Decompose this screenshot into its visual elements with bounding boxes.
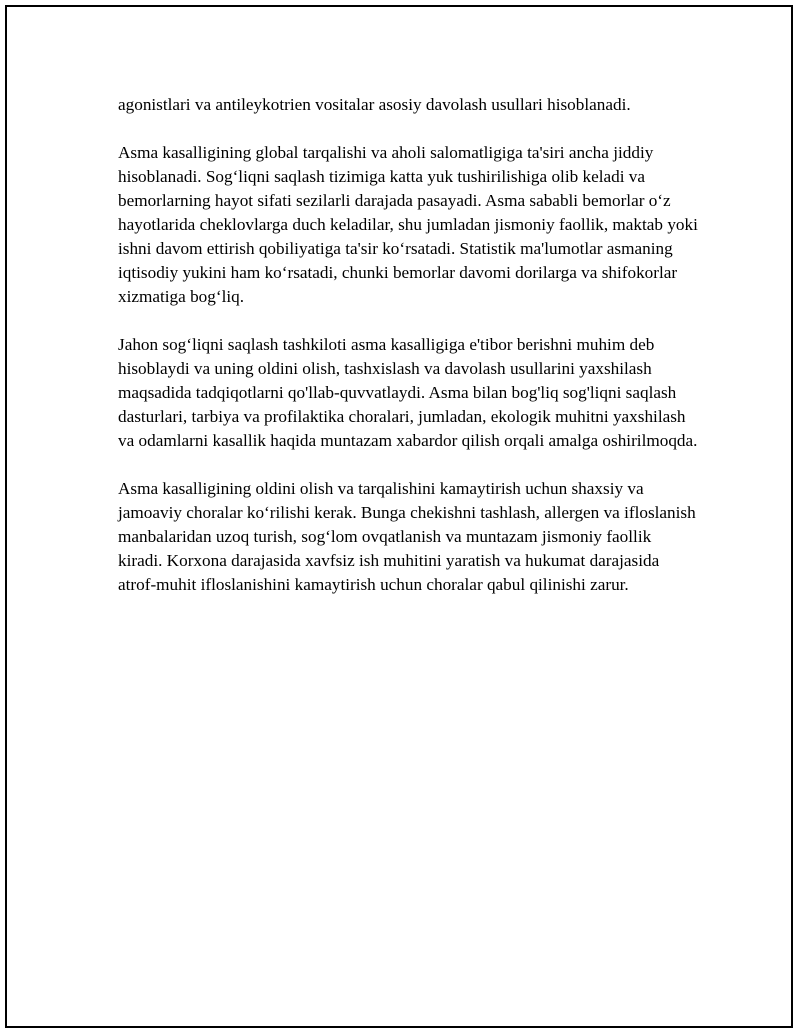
paragraph-prevention: Asma kasalligining oldini olish va tarqalishini kamaytirish uchun shaxsiy va jamoaviy choralar ko‘rilishi kerak. Bunga chekishni tashlash, allergen va ifloslanish manbalaridan uzoq turish, sog‘lom ovqatlanish va muntazam jismoniy faollik kiradi. Korxona darajasida xavfsiz ish muhitini yaratish va hukumat darajasida atrof-muhit ifloslanishini kamaytirish uchun choralar qabul qilinishi zarur. <box>118 479 696 594</box>
paragraph-global-impact: Asma kasalligining global tarqalishi va aholi salomatligiga ta'siri ancha jiddiy hisoblanadi. Sog‘liqni saqlash tizimiga katta yuk tushirilishiga olib keladi va bemorlarning hayot sifati sezilarli darajada pasayadi. Asma sababli bemorlar o‘z hayotlarida cheklovlarga duch keladilar, shu jumladan jismoniy faollik, maktab yoki ishni davom ettirish qobiliyatiga ta'sir ko‘rsatadi. Statistik ma'lumotlar asmaning iqtisodiy yukini ham ko‘rsatadi, chunki bemorlar davomi dorilarga va shifokorlar xizmatiga bog‘liq. <box>118 143 698 306</box>
paragraph-who: Jahon sog‘liqni saqlash tashkiloti asma kasalligiga e'tibor berishni muhim deb hisoblaydi va uning oldini olish, tashxislash va davolash usullarini yaxshilash maqsadida tadqiqotlarni qo'llab-quvvatlaydi. Asma bilan bog'liq sog'liqni saqlash dasturlari, tarbiya va profilaktika choralari, jumladan, ekologik muhitni yaxshilash va odamlarni kasallik haqida muntazam xabardor qilish orqali amalga oshirilmoqda. <box>118 335 698 450</box>
document-body <box>118 93 698 621</box>
paragraph-treatment-continuation: agonistlari va antileykotrien vositalar asosiy davolash usullari hisoblanadi. <box>118 95 631 114</box>
